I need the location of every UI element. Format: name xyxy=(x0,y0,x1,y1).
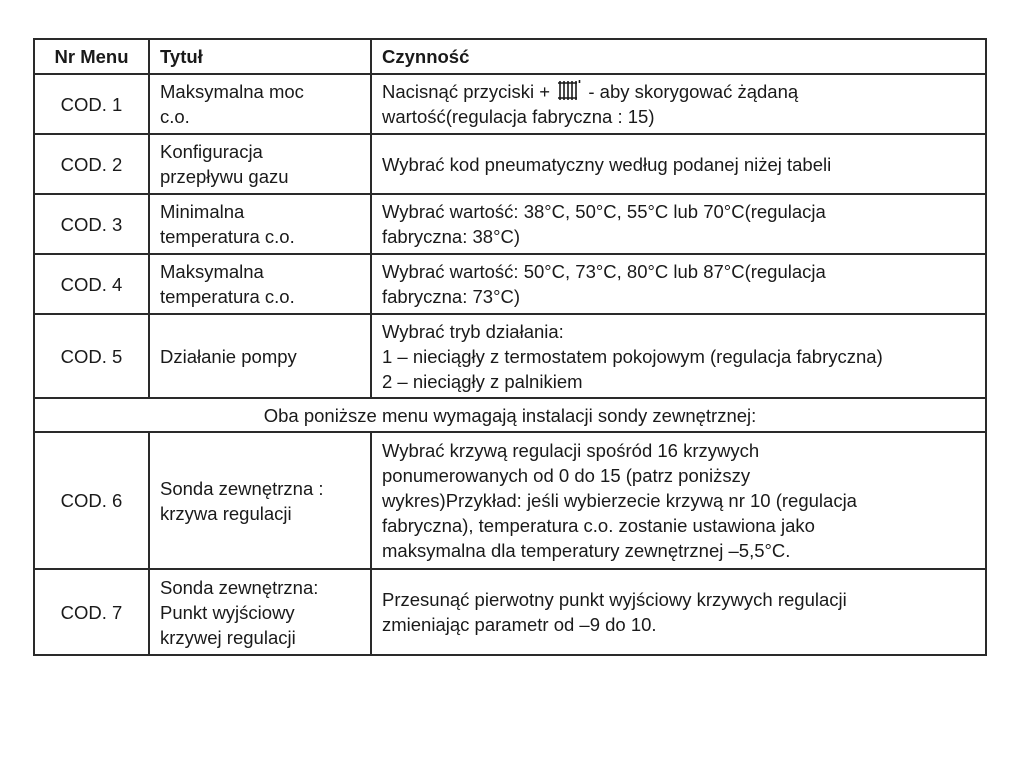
menu-title xyxy=(149,194,371,254)
menu-code: COD. 6 xyxy=(34,432,149,569)
menu-title xyxy=(149,254,371,314)
action-text: - aby skorygować żądaną xyxy=(588,81,799,102)
note-row xyxy=(34,398,986,432)
title-line: Maksymalna moc xyxy=(160,81,304,102)
menu-action xyxy=(371,314,986,398)
menu-action xyxy=(371,569,986,655)
header-action: Czynność xyxy=(371,39,986,74)
table-row xyxy=(34,134,986,194)
title-line: Minimalna xyxy=(160,201,245,222)
action-line: wartość(regulacja fabryczna : 15) xyxy=(382,106,655,127)
action-line: ponumerowanych od 0 do 15 (patrz poniższy xyxy=(382,465,751,486)
action-text: Nacisnąć przyciski + xyxy=(382,81,551,102)
header-title: Tytuł xyxy=(149,39,371,74)
menu-title xyxy=(149,74,371,134)
action-line: 1 – nieciągły z termostatem pokojowym (regulacja fabryczna) xyxy=(382,345,883,367)
title-line: Działanie pompy xyxy=(160,345,297,367)
title-line: Sonda zewnętrzna : xyxy=(160,477,324,499)
table-row xyxy=(34,254,986,314)
action-line xyxy=(382,79,975,104)
title-line: Sonda zewnętrzna: xyxy=(160,576,319,598)
header-nr-menu: Nr Menu xyxy=(34,39,149,74)
table-row xyxy=(34,314,986,398)
action-line: wykres)Przykład: jeśli wybierzecie krzywą nr 10 (regulacja xyxy=(382,490,857,511)
action-line: 2 – nieciągły z palnikiem xyxy=(382,370,583,392)
menu-action xyxy=(371,134,986,194)
title-line: przepływu gazu xyxy=(160,166,289,187)
menu-table xyxy=(33,38,987,656)
action-line: zmieniając parametr od –9 do 10. xyxy=(382,614,657,635)
menu-action xyxy=(371,74,986,134)
menu-action xyxy=(371,194,986,254)
action-line: maksymalna dla temperatury zewnętrznej –5,5°C. xyxy=(382,540,791,561)
header-row xyxy=(34,39,986,74)
action-line: Wybrać tryb działania: xyxy=(382,320,564,342)
title-line: Konfiguracja xyxy=(160,141,263,162)
title-line: c.o. xyxy=(160,106,190,127)
menu-code: COD. 1 xyxy=(34,74,149,134)
title-line: Maksymalna xyxy=(160,261,264,282)
title-line: Punkt wyjściowy xyxy=(160,601,295,623)
menu-action xyxy=(371,432,986,569)
title-line: krzywej regulacji xyxy=(160,626,296,648)
action-line: Wybrać wartość: 50°C, 73°C, 80°C lub 87°C(regulacja xyxy=(382,261,826,282)
table-row xyxy=(34,194,986,254)
action-line: Wybrać kod pneumatyczny według podanej niżej tabeli xyxy=(382,153,832,175)
menu-code: COD. 3 xyxy=(34,194,149,254)
menu-title xyxy=(149,432,371,569)
menu-code: COD. 2 xyxy=(34,134,149,194)
menu-code: COD. 5 xyxy=(34,314,149,398)
external-sensor-note: Oba poniższe menu wymagają instalacji sondy zewnętrznej: xyxy=(34,398,986,432)
menu-title xyxy=(149,314,371,398)
menu-code: COD. 4 xyxy=(34,254,149,314)
table-row xyxy=(34,432,986,569)
action-line: fabryczna: 38°C) xyxy=(382,226,520,247)
menu-title xyxy=(149,134,371,194)
action-line: fabryczna: 73°C) xyxy=(382,286,520,307)
action-line: Wybrać krzywą regulacji spośród 16 krzywych xyxy=(382,440,760,461)
table-row xyxy=(34,74,986,134)
action-line: fabryczna), temperatura c.o. zostanie ustawiona jako xyxy=(382,515,815,536)
title-line: krzywa regulacji xyxy=(160,502,292,524)
menu-action xyxy=(371,254,986,314)
title-line: temperatura c.o. xyxy=(160,226,295,247)
table-row xyxy=(34,569,986,655)
title-line: temperatura c.o. xyxy=(160,286,295,307)
menu-code: COD. 7 xyxy=(34,569,149,655)
menu-title xyxy=(149,569,371,655)
action-line: Przesunąć pierwotny punkt wyjściowy krzywych regulacji xyxy=(382,589,847,610)
radiator-icon xyxy=(557,79,581,101)
action-line: Wybrać wartość: 38°C, 50°C, 55°C lub 70°C(regulacja xyxy=(382,201,826,222)
